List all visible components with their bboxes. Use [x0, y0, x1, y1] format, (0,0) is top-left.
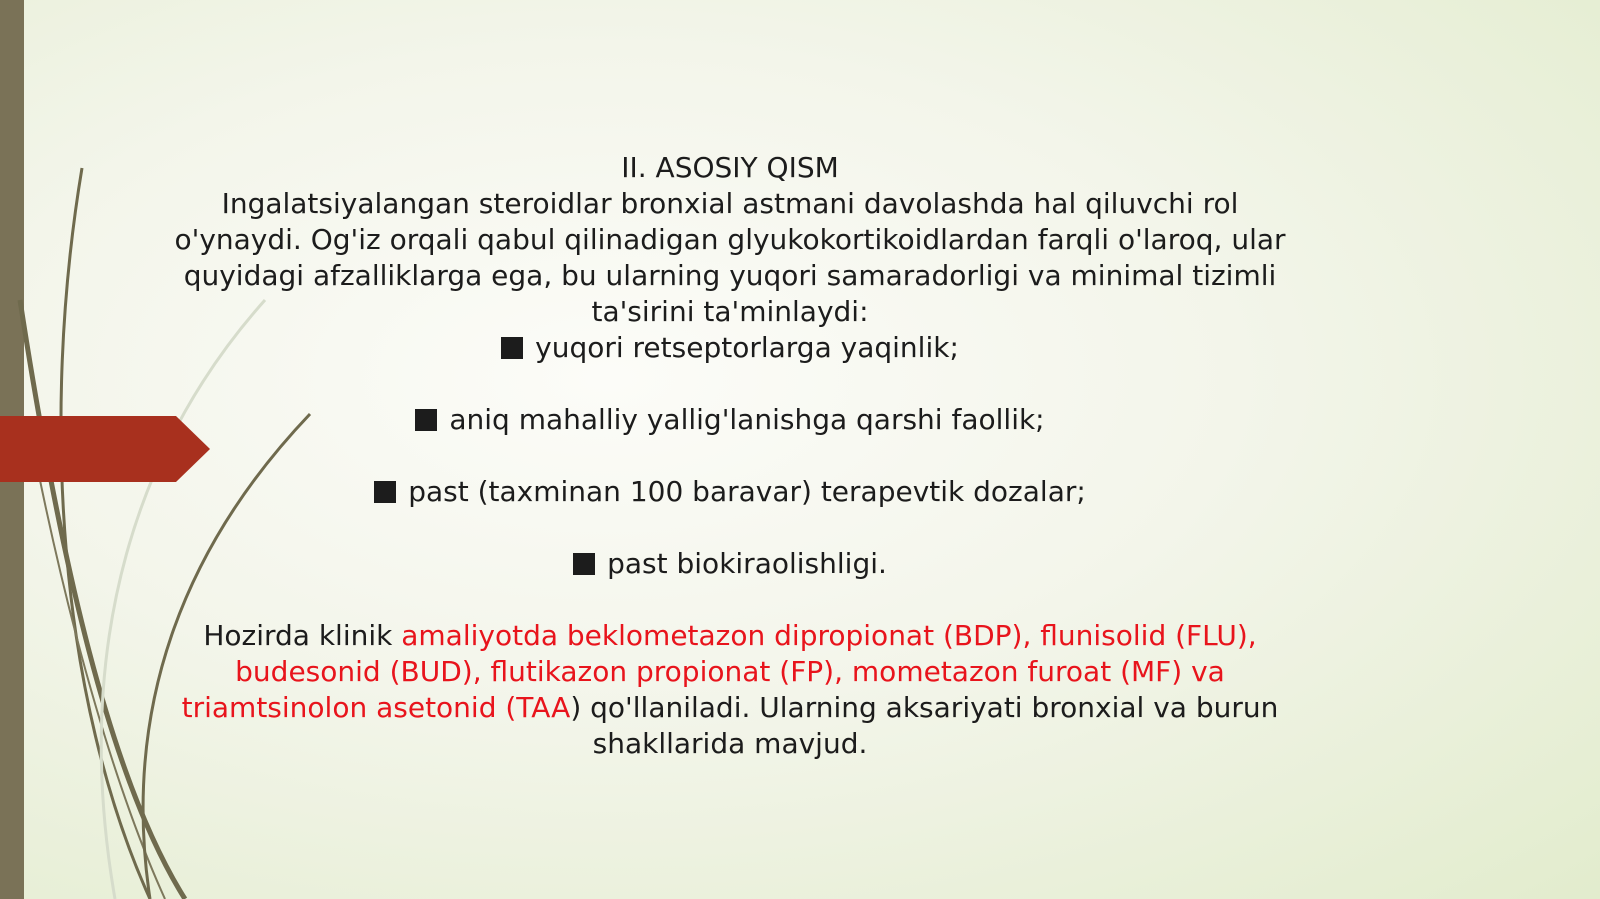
bullet-text: past (taxminan 100 baravar) terapevtik dozalar;	[408, 475, 1086, 508]
square-bullet-icon	[501, 337, 523, 359]
square-bullet-icon	[415, 409, 437, 431]
bullet-text: past biokiraolishligi.	[607, 547, 887, 580]
bullet-item	[160, 330, 1300, 366]
bullet-item	[160, 474, 1300, 510]
bullet-text: yuqori retseptorlarga yaqinlik;	[535, 331, 959, 364]
closing-suffix: ) qo'llaniladi. Ularning aksariyati bronxial va burun shakllarida mavjud.	[570, 691, 1279, 760]
closing-paragraph	[160, 618, 1300, 762]
square-bullet-icon	[374, 481, 396, 503]
slide-heading: II. ASOSIY QISM	[621, 151, 839, 184]
slide-content	[160, 150, 1300, 762]
bullet-item	[160, 402, 1300, 438]
drug-list-highlight: amaliyotda beklometazon dipropionat (BDP), flunisolid (FLU), budesonid (BUD), flutikazon propionat (FP), mometazon furoat (MF) va triamtsinolon asetonid (TAA	[181, 619, 1257, 724]
square-bullet-icon	[573, 553, 595, 575]
curve-stroke	[61, 168, 150, 899]
closing-prefix: Hozirda klinik	[203, 619, 402, 652]
intro-paragraph: Ingalatsiyalangan steroidlar bronxial astmani davolashda hal qiluvchi rol o'ynaydi. Og'iz orqali qabul qilinadigan glyukokortikoidlardan farqli o'laroq, ular quyidagi afzalliklarga ega, bu ularning yuqori samaradorligi va minimal tizimli ta'sirini ta'minlaydi:	[174, 187, 1286, 328]
bullet-text: aniq mahalliy yallig'lanishga qarshi faollik;	[449, 403, 1045, 436]
bullet-item	[160, 546, 1300, 582]
